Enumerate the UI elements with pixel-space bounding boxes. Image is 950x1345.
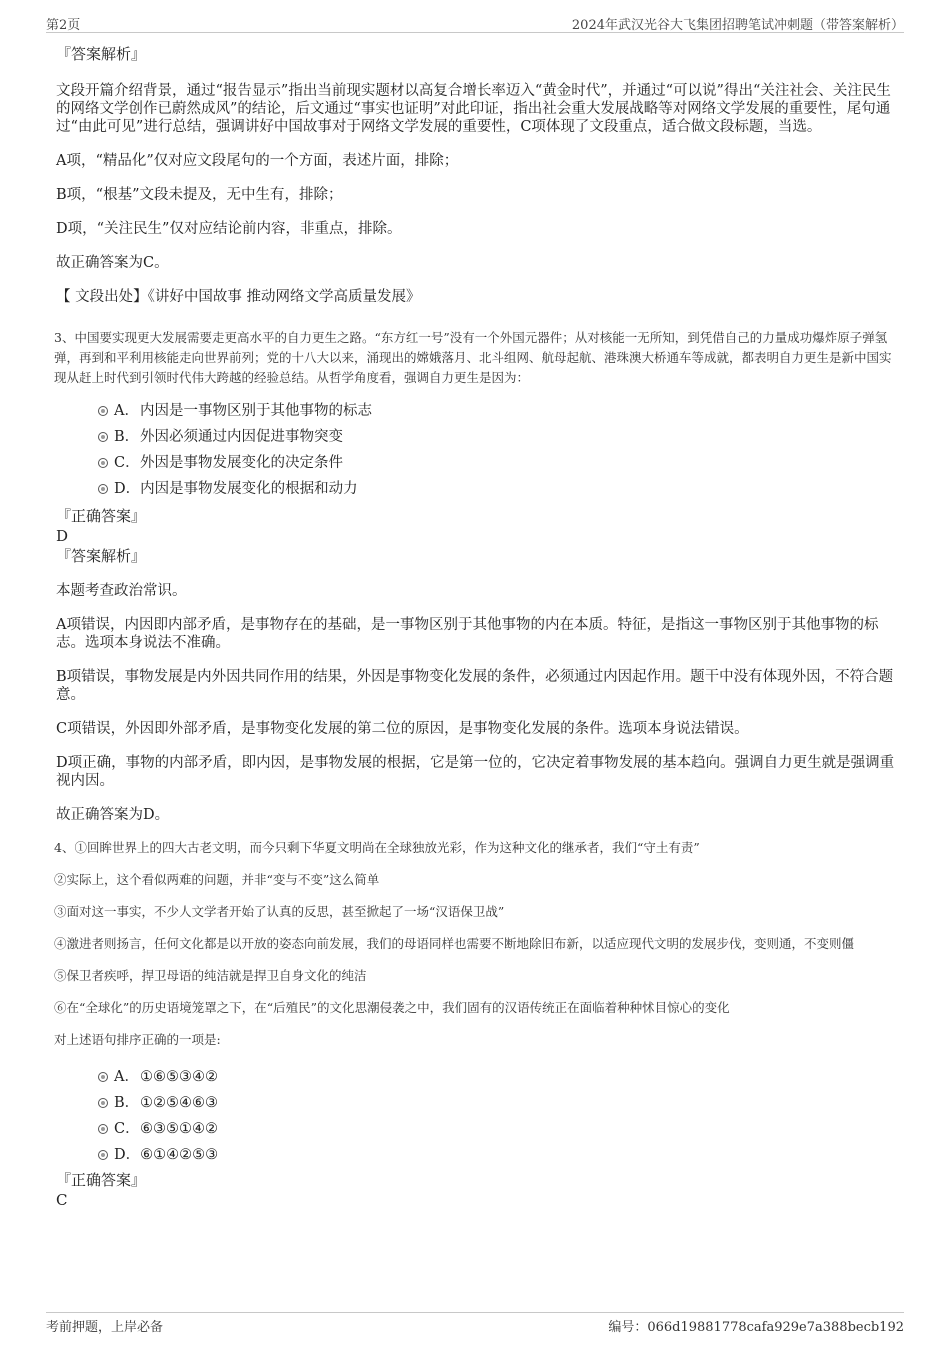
radio-button[interactable] (98, 1098, 108, 1108)
radio-button[interactable] (98, 432, 108, 442)
option-letter: D． (114, 1147, 141, 1163)
q3-answer-summary: 故正确答案为D。 (56, 807, 170, 823)
q4-sentence-6: ⑥在“全球化”的历史语境笼罩之下，在“后殖民”的文化思潮侵袭之中，我们固有的汉语传统正在面临着种种怵目惊心的变化 (54, 1000, 730, 1015)
radio-button[interactable] (98, 406, 108, 416)
q4-sentence-2: ②实际上，这个看似两难的问题，并非“变与不变”这么简单 (54, 872, 380, 887)
q4-sentence-3: ③面对这一事实，不少人文学者开始了认真的反思，甚至掀起了一场“汉语保卫战” (54, 904, 505, 919)
option-letter: A． (114, 403, 139, 419)
document-body (56, 44, 896, 1210)
q2-analysis-main: 文段开篇介绍背景，通过“报告显示”指出当前现实题材以高复合增长率迈入“黄金时代”，并通过“可以说”得出“关注社会、关注民生的网络文学创作已蔚然成风”的结论，后文通过“事实也证明”对此印证，指出社会重大发展战略等对网络文学发展的重要性，尾句通过“由此可见”进行总结，强调讲好中国故事对于网络文学发展的重要性，C项体现了文段重点，适合做文段标题，当选。 (56, 83, 891, 135)
radio-button[interactable] (98, 1124, 108, 1134)
q3-analysis-c: C项错误，外因即外部矛盾，是事物变化发展的第二位的原因，是事物变化发展的条件。选项本身说法错误。 (56, 721, 749, 737)
q2-source: 【 文段出处】《讲好中国故事 推动网络文学高质量发展》 (56, 289, 421, 305)
page-number: 第2页 (46, 18, 81, 33)
q3-stem: 3、中国要实现更大发展需要走更高水平的自力更生之路。“东方红一号”没有一个外国元器件；从对核能一无所知，到凭借自己的力量成功爆炸原子弹氢弹，再到和平利用核能走向世界前列；党的十八大以来，涌现出的嫦娥落月、北斗组网、航母起航、港珠澳大桥通车等成就，都表明自力更生是新中国实现从赶上时代到引领时代伟大跨越的经验总结。从哲学角度看，强调自力更生是因为： (54, 330, 892, 385)
option-letter: B． (114, 1095, 140, 1111)
q4-sentence-5: ⑤保卫者疾呼，捍卫母语的纯洁就是捍卫自身文化的纯洁 (54, 968, 367, 983)
page-footer (46, 1312, 904, 1337)
q4-option-c[interactable] (56, 1116, 896, 1142)
option-text: ⑥③⑤①④② (140, 1121, 218, 1137)
radio-button[interactable] (98, 458, 108, 468)
option-letter: C． (114, 455, 140, 471)
q3-analysis-b: B项错误，事物发展是内外因共同作用的结果，外因是事物变化发展的条件，必须通过内因起作用。题干中没有体现外因，不符合题意。 (56, 669, 894, 703)
q3-analysis-intro: 本题考查政治常识。 (56, 583, 187, 599)
option-text: 外因必须通过内因促进事物突变 (140, 429, 343, 445)
option-letter: A． (114, 1069, 139, 1085)
option-text: 外因是事物发展变化的决定条件 (140, 455, 343, 471)
q3-option-b[interactable] (56, 424, 896, 450)
q3-option-c[interactable] (56, 450, 896, 476)
footer-slogan: 考前押题，上岸必备 (46, 1320, 164, 1335)
q2-analysis-a: A项，“精品化”仅对应文段尾句的一个方面，表述片面，排除； (56, 153, 459, 169)
q4-option-b[interactable] (56, 1090, 896, 1116)
option-letter: B． (114, 429, 140, 445)
radio-button[interactable] (98, 1072, 108, 1082)
option-letter: D． (114, 481, 141, 497)
q4-option-a[interactable] (56, 1064, 896, 1090)
option-text: 内因是事物发展变化的根据和动力 (140, 481, 358, 497)
q2-analysis-label: 『答案解析』 (56, 45, 147, 63)
radio-button[interactable] (98, 1150, 108, 1160)
q3-option-a[interactable] (56, 398, 896, 424)
q2-answer-summary: 故正确答案为C。 (56, 255, 169, 271)
q4-correct-label: 『正确答案』 (56, 1171, 147, 1189)
q2-analysis-d: D项，“关注民生”仅对应结论前内容，非重点，排除。 (56, 221, 402, 237)
q4-correct-answer: C (56, 1191, 68, 1209)
q3-correct-label: 『正确答案』 (56, 507, 147, 525)
document-code: 编号：066d19881778cafa929e7a388becb192 (608, 1320, 904, 1335)
option-text: ①②⑤④⑥③ (140, 1095, 218, 1111)
q3-options (56, 398, 896, 502)
page-header (46, 12, 904, 33)
option-text: ①⑥⑤③④② (140, 1069, 218, 1085)
q2-analysis-b: B项，“根基”文段未提及，无中生有，排除； (56, 187, 343, 203)
option-text: ⑥①④②⑤③ (140, 1147, 219, 1163)
document-title: 2024年武汉光谷大飞集团招聘笔试冲刺题（带答案解析） (571, 18, 904, 33)
q3-correct-answer: D (56, 527, 69, 545)
q4-sentence-1: 4、①回眸世界上的四大古老文明，而今只剩下华夏文明尚在全球独放光彩，作为这种文化的继承者，我们“守土有责” (54, 840, 700, 855)
q3-analysis-label: 『答案解析』 (56, 547, 147, 565)
q3-analysis-d: D项正确，事物的内部矛盾，即内因，是事物发展的根据，它是第一位的，它决定着事物发展的基本趋向。强调自力更生就是强调重视内因。 (56, 755, 895, 789)
q4-option-d[interactable] (56, 1142, 896, 1168)
q4-sentence-4: ④激进者则扬言，任何文化都是以开放的姿态向前发展，我们的母语同样也需要不断地除旧布新，以适应现代文明的发展步伐，变则通，不变则僵 (54, 936, 855, 951)
option-letter: C． (114, 1121, 140, 1137)
q3-analysis-a: A项错误，内因即内部矛盾，是事物存在的基础，是一事物区别于其他事物的内在本质。特征，是指这一事物区别于其他事物的标志。选项本身说法不准确。 (56, 617, 879, 651)
option-text: 内因是一事物区别于其他事物的标志 (140, 403, 372, 419)
q3-option-d[interactable] (56, 476, 896, 502)
q4-prompt: 对上述语句排序正确的一项是: (54, 1032, 221, 1047)
q4-options (56, 1064, 896, 1168)
radio-button[interactable] (98, 484, 108, 494)
